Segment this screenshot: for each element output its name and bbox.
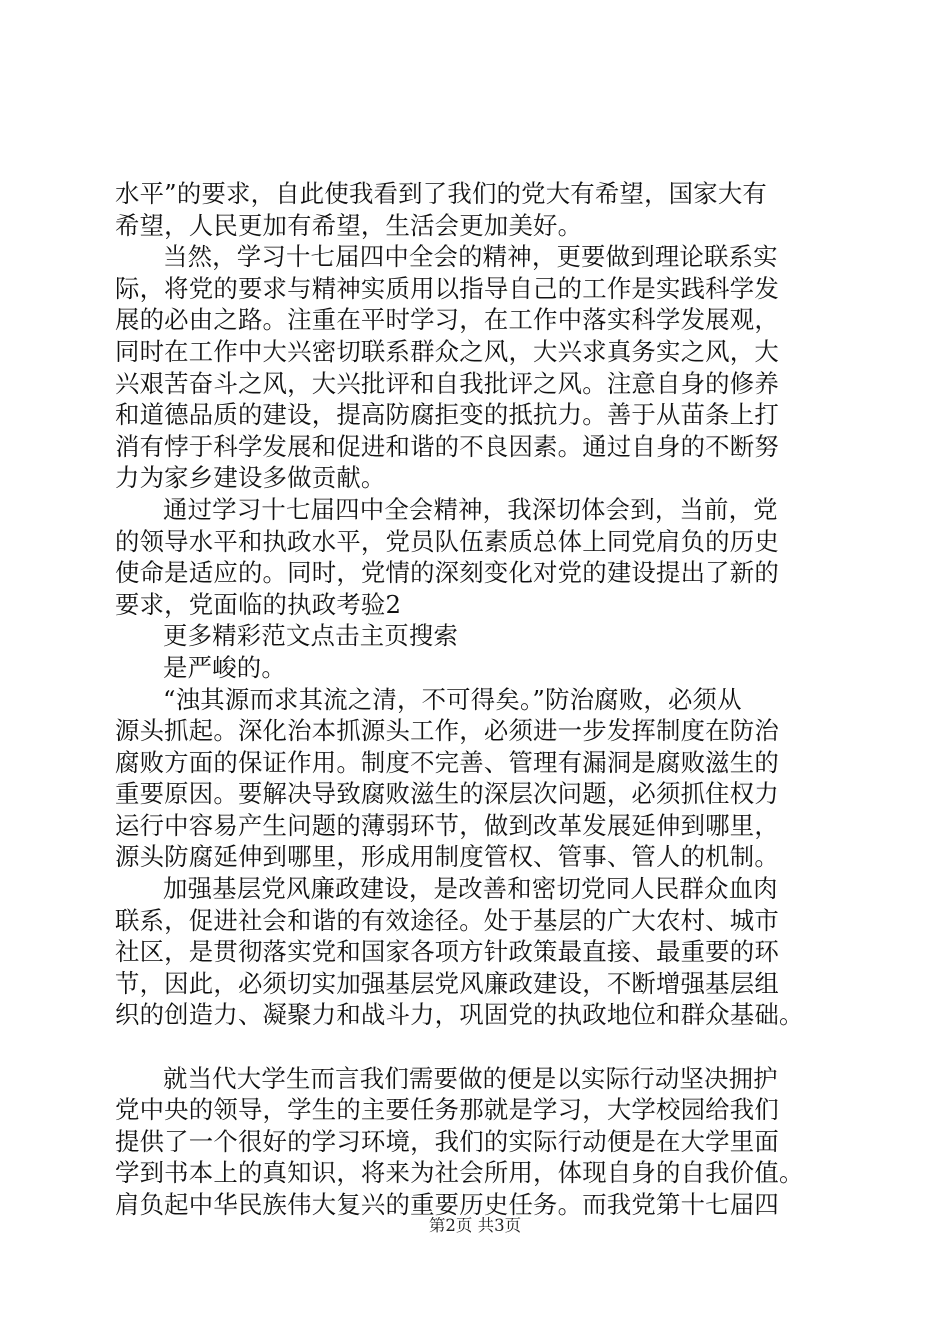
page-number-footer: 第2页 共3页 [428,1216,522,1235]
paragraph-line: 希望，人民更加有希望，生活会更加美好。 [115,210,583,240]
paragraph-line: 是严峻的。 [163,652,286,682]
paragraph-line: 同时在工作中大兴密切联系群众之风，大兴求真务实之风，大 [115,336,779,366]
paragraph-line: 肩负起中华民族伟大复兴的重要历史任务。而我党第十七届四 [115,1190,779,1219]
paragraph-line: 的领导水平和执政水平，党员队伍素质总体上同党肩负的历史 [115,526,779,556]
paragraph-line: 力为家乡建设多做贡献。 [115,463,386,493]
paragraph-line: 源头抓起。深化治本抓源头工作，必须进一步发挥制度在防治 [115,716,779,746]
paragraph-line: 节，因此，必须切实加强基层党风廉政建设，不断增强基层组 [115,968,779,998]
paragraph-line: “浊其源而求其流之清，不可得矣。”防治腐败，必须从 [163,684,742,714]
paragraph-line: 要求，党面临的执政考验2 [115,589,402,619]
paragraph-line: 使命是适应的。同时，党情的深刻变化对党的建设提出了新的 [115,558,779,588]
paragraph-line: 社区，是贯彻落实党和国家各项方针政策最直接、最重要的环 [115,937,779,967]
paragraph-line: 源头防腐延伸到哪里，形成用制度管权、管事、管人的机制。 [115,842,779,872]
paragraph-line: 和道德品质的建设，提高防腐拒变的抵抗力。善于从苗条上打 [115,400,779,430]
paragraph-line: 水平”的要求，自此使我看到了我们的党大有希望，国家大有 [115,179,768,208]
paragraph-line: 党中央的领导，学生的主要任务那就是学习，大学校园给我们 [115,1095,779,1125]
paragraph-line: 学到书本上的真知识，将来为社会所用，体现自身的自我价值。 [115,1158,804,1188]
paragraph-gap [115,1031,840,1063]
paragraph-line: 加强基层党风廉政建设，是改善和密切党同人民群众血肉 [163,874,778,904]
paragraph-line: 通过学习十七届四中全会精神，我深切体会到，当前，党 [163,494,778,524]
paragraph-line: 织的创造力、凝聚力和战斗力，巩固党的执政地位和群众基础。 [115,1000,804,1030]
paragraph-line: 联系，促进社会和谐的有效途径。处于基层的广大农村、城市 [115,905,779,935]
promo-line: 更多精彩范文点击主页搜索 [163,621,459,651]
paragraph-line: 消有悖于科学发展和促进和谐的不良因素。通过自身的不断努 [115,431,779,461]
paragraph-line: 当然，学习十七届四中全会的精神，更要做到理论联系实 [163,242,778,272]
paragraph-line: 运行中容易产生问题的薄弱环节，做到改革发展延伸到哪里， [115,810,779,840]
paragraph-line: 兴艰苦奋斗之风，大兴批评和自我批评之风。注意自身的修养 [115,368,779,398]
paragraph-line: 重要原因。要解决导致腐败滋生的深层次问题，必须抓住权力 [115,779,779,809]
paragraph-line: 提供了一个很好的学习环境，我们的实际行动便是在大学里面 [115,1126,779,1156]
paragraph-line: 腐败方面的保证作用。制度不完善、管理有漏洞是腐败滋生的 [115,747,779,777]
paragraph-line: 展的必由之路。注重在平时学习，在工作中落实科学发展观， [115,305,779,335]
paragraph-line: 际，将党的要求与精神实质用以指导自己的工作是实践科学发 [115,273,779,303]
paragraph-line: 就当代大学生而言我们需要做的便是以实际行动坚决拥护 [163,1063,778,1093]
document-body [115,178,840,1221]
